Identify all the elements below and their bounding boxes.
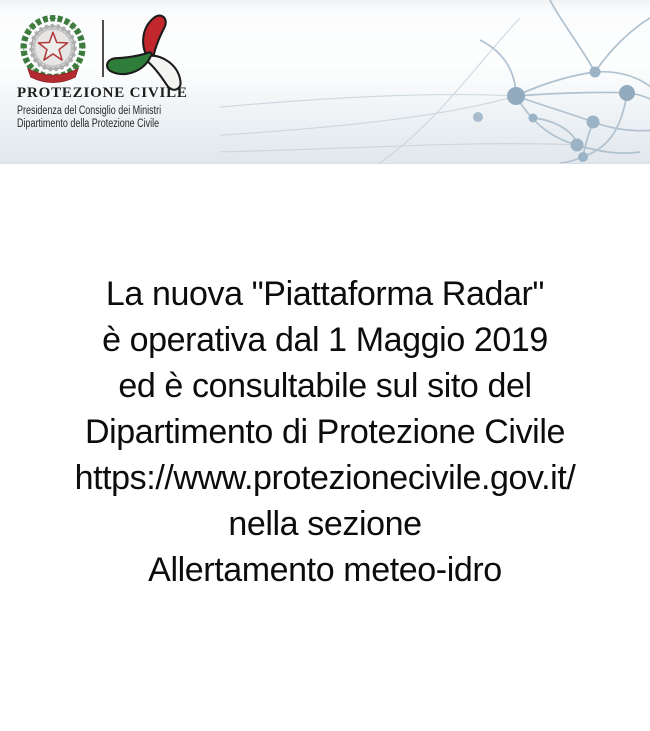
notice-line: nella sezione (228, 505, 422, 543)
notice-body (0, 163, 650, 593)
notice-line: Allertamento meteo-idro (148, 551, 502, 589)
protezione-civile-logo-icon (106, 5, 192, 95)
network-graphic (220, 0, 650, 163)
notice-line: Dipartimento di Protezione Civile (84, 413, 566, 451)
org-title: PROTEZIONE CIVILE (17, 85, 188, 101)
notice-url: https://www.protezionecivile.gov.it/ (74, 459, 576, 497)
header-banner (0, 0, 650, 164)
notice-line: ed è consultabile sul sito del (118, 367, 532, 405)
logo-divider (102, 20, 104, 77)
italy-emblem-icon (18, 13, 88, 85)
notice-line: La nuova "Piattaforma Radar" (105, 275, 545, 313)
org-subtitle-presidenza: Presidenza del Consiglio dei Ministri (17, 105, 162, 117)
org-subtitle-dipartimento: Dipartimento della Protezione Civile (17, 118, 160, 130)
notice-line: è operativa dal 1 Maggio 2019 (102, 321, 548, 359)
